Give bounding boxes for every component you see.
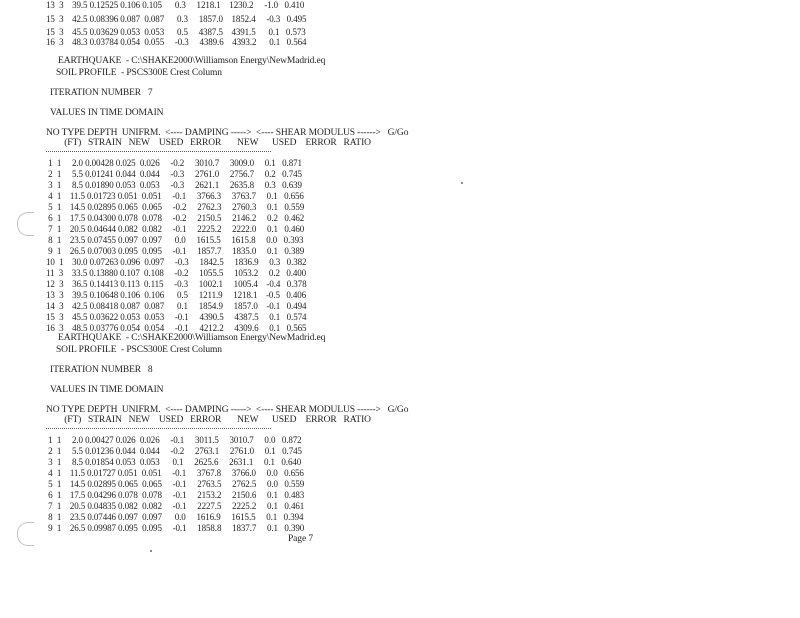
table-row: 11 3 33.5 0.13880 0.107 0.108 -0.2 1055.5 1053.2 0.2 0.400 xyxy=(46,268,307,278)
table-row: 15 3 45.5 0.03629 0.053 0.053 0.5 4387.5 4391.5 0.1 0.573 xyxy=(46,27,306,37)
header-rule xyxy=(46,151,271,152)
table-row: 7 1 20.5 0.04835 0.082 0.082 -0.1 2227.5 2225.2 0.1 0.461 xyxy=(46,501,305,511)
table-row: 3 1 8.5 0.01890 0.053 0.053 -0.3 2621.1 2635.8 0.3 0.639 xyxy=(46,180,302,190)
table-row: 12 3 36.5 0.14413 0.113 0.115 -0.3 1002.1 1005.4 -0.4 0.378 xyxy=(46,279,307,289)
table-header-2: (FT) STRAIN NEW USED ERROR NEW USED ERROR RATIO xyxy=(46,415,371,425)
table-row: 6 1 17.5 0.04300 0.078 0.078 -0.2 2150.5 2146.2 0.2 0.462 xyxy=(46,213,305,223)
iteration-heading: ITERATION NUMBER 8 xyxy=(50,365,153,375)
table-row: 9 1 26.5 0.09987 0.095 0.095 -0.1 1858.8 1837.7 0.1 0.390 xyxy=(46,523,305,533)
values-heading: VALUES IN TIME DOMAIN xyxy=(50,108,164,118)
table-row: 13 3 39.5 0.10648 0.106 0.106 0.5 1211.9 1218.1 -0.5 0.406 xyxy=(46,290,307,300)
table-row: 1 1 2.0 0.00428 0.025 0.026 -0.2 3010.7 3009.0 0.1 0.871 xyxy=(46,158,302,168)
table-header-1: NO TYPE DEPTH UNIFRM. <---- DAMPING -----> <---- SHEAR MODULUS ------> G/Go xyxy=(46,128,409,138)
table-row: 6 1 17.5 0.04296 0.078 0.078 -0.1 2153.2 2150.6 0.1 0.483 xyxy=(46,490,305,500)
table-row: 15 3 42.5 0.08396 0.087 0.087 0.3 1857.0 1852.4 -0.3 0.495 xyxy=(46,14,307,24)
table-row: 2 1 5.5 0.01236 0.044 0.044 -0.2 2763.1 2761.0 0.1 0.745 xyxy=(46,446,302,456)
table-row: 9 1 26.5 0.07003 0.095 0.095 -0.1 1857.7 1835.0 0.1 0.389 xyxy=(46,246,305,256)
table-row: 14 3 42.5 0.08418 0.087 0.087 0.1 1854.9 1857.0 -0.1 0.494 xyxy=(46,301,307,311)
table-row: 10 1 30.0 0.07263 0.096 0.097 -0.3 1842.5 1836.9 0.3 0.382 xyxy=(46,257,307,267)
table-row: 4 1 11.5 0.01723 0.051 0.051 -0.1 3766.3 3763.7 0.1 0.656 xyxy=(46,191,304,201)
punch-hole-mark xyxy=(17,212,34,236)
table-row: 2 1 5.5 0.01241 0.044 0.044 -0.3 2761.0 2756.7 0.2 0.745 xyxy=(46,169,302,179)
table-row: 8 1 23.5 0.07455 0.097 0.097 0.0 1615.5 1615.8 0.0 0.393 xyxy=(46,235,304,245)
table-row: 5 1 14.5 0.02895 0.065 0.065 -0.2 2762.3 2760.3 0.1 0.559 xyxy=(46,202,305,212)
page-number: Page 7 xyxy=(288,534,313,544)
table-row: 16 3 48.3 0.03784 0.054 0.055 -0.3 4389.6 4393.2 0.1 0.564 xyxy=(46,37,307,47)
header-rule xyxy=(46,428,271,429)
table-row: 13 3 39.5 0.12525 0.106 0.105 0.3 1218.1 1230.2 -1.0 0.410 xyxy=(46,0,305,10)
punch-hole-mark xyxy=(17,522,34,546)
table-row: 8 1 23.5 0.07446 0.097 0.097 0.0 1616.9 1615.5 0.1 0.394 xyxy=(46,512,304,522)
table-row: 5 1 14.5 0.02895 0.065 0.065 -0.1 2763.5 2762.5 0.0 0.559 xyxy=(46,479,305,489)
scan-speck xyxy=(461,182,463,184)
table-row: 15 3 45.5 0.03622 0.053 0.053 -0.1 4390.5 4387.5 0.1 0.574 xyxy=(46,312,307,322)
scan-speck xyxy=(150,550,152,552)
soil-profile-line: SOIL PROFILE - PSCS300E Crest Column xyxy=(56,68,222,78)
table-row: 4 1 11.5 0.01727 0.051 0.051 -0.1 3767.8 3766.0 0.0 0.656 xyxy=(46,468,304,478)
table-row: 3 1 8.5 0.01854 0.053 0.053 0.1 2625.6 2631.1 0.1 0.640 xyxy=(46,457,302,467)
earthquake-line: EARTHQUAKE - C:\SHAKE2000\Williamson Energy\NewMadrid.eq xyxy=(58,56,326,66)
table-header-1: NO TYPE DEPTH UNIFRM. <---- DAMPING -----> <---- SHEAR MODULUS ------> G/Go xyxy=(46,405,409,415)
values-heading: VALUES IN TIME DOMAIN xyxy=(50,385,164,395)
table-row: 1 1 2.0 0.00427 0.026 0.026 -0.1 3011.5 3010.7 0.0 0.872 xyxy=(46,435,302,445)
iteration-heading: ITERATION NUMBER 7 xyxy=(50,88,153,98)
table-header-2: (FT) STRAIN NEW USED ERROR NEW USED ERROR RATIO xyxy=(46,138,371,148)
table-row: 16 3 48.5 0.03776 0.054 0.054 -0.1 4212.2 4309.6 0.1 0.565 xyxy=(46,323,307,333)
earthquake-line: EARTHQUAKE - C:\SHAKE2000\Williamson Energy\NewMadrid.eq xyxy=(58,333,326,343)
soil-profile-line: SOIL PROFILE - PSCS300E Crest Column xyxy=(56,345,222,355)
table-row: 7 1 20.5 0.04644 0.082 0.082 -0.1 2225.2 2222.0 0.1 0.460 xyxy=(46,224,305,234)
